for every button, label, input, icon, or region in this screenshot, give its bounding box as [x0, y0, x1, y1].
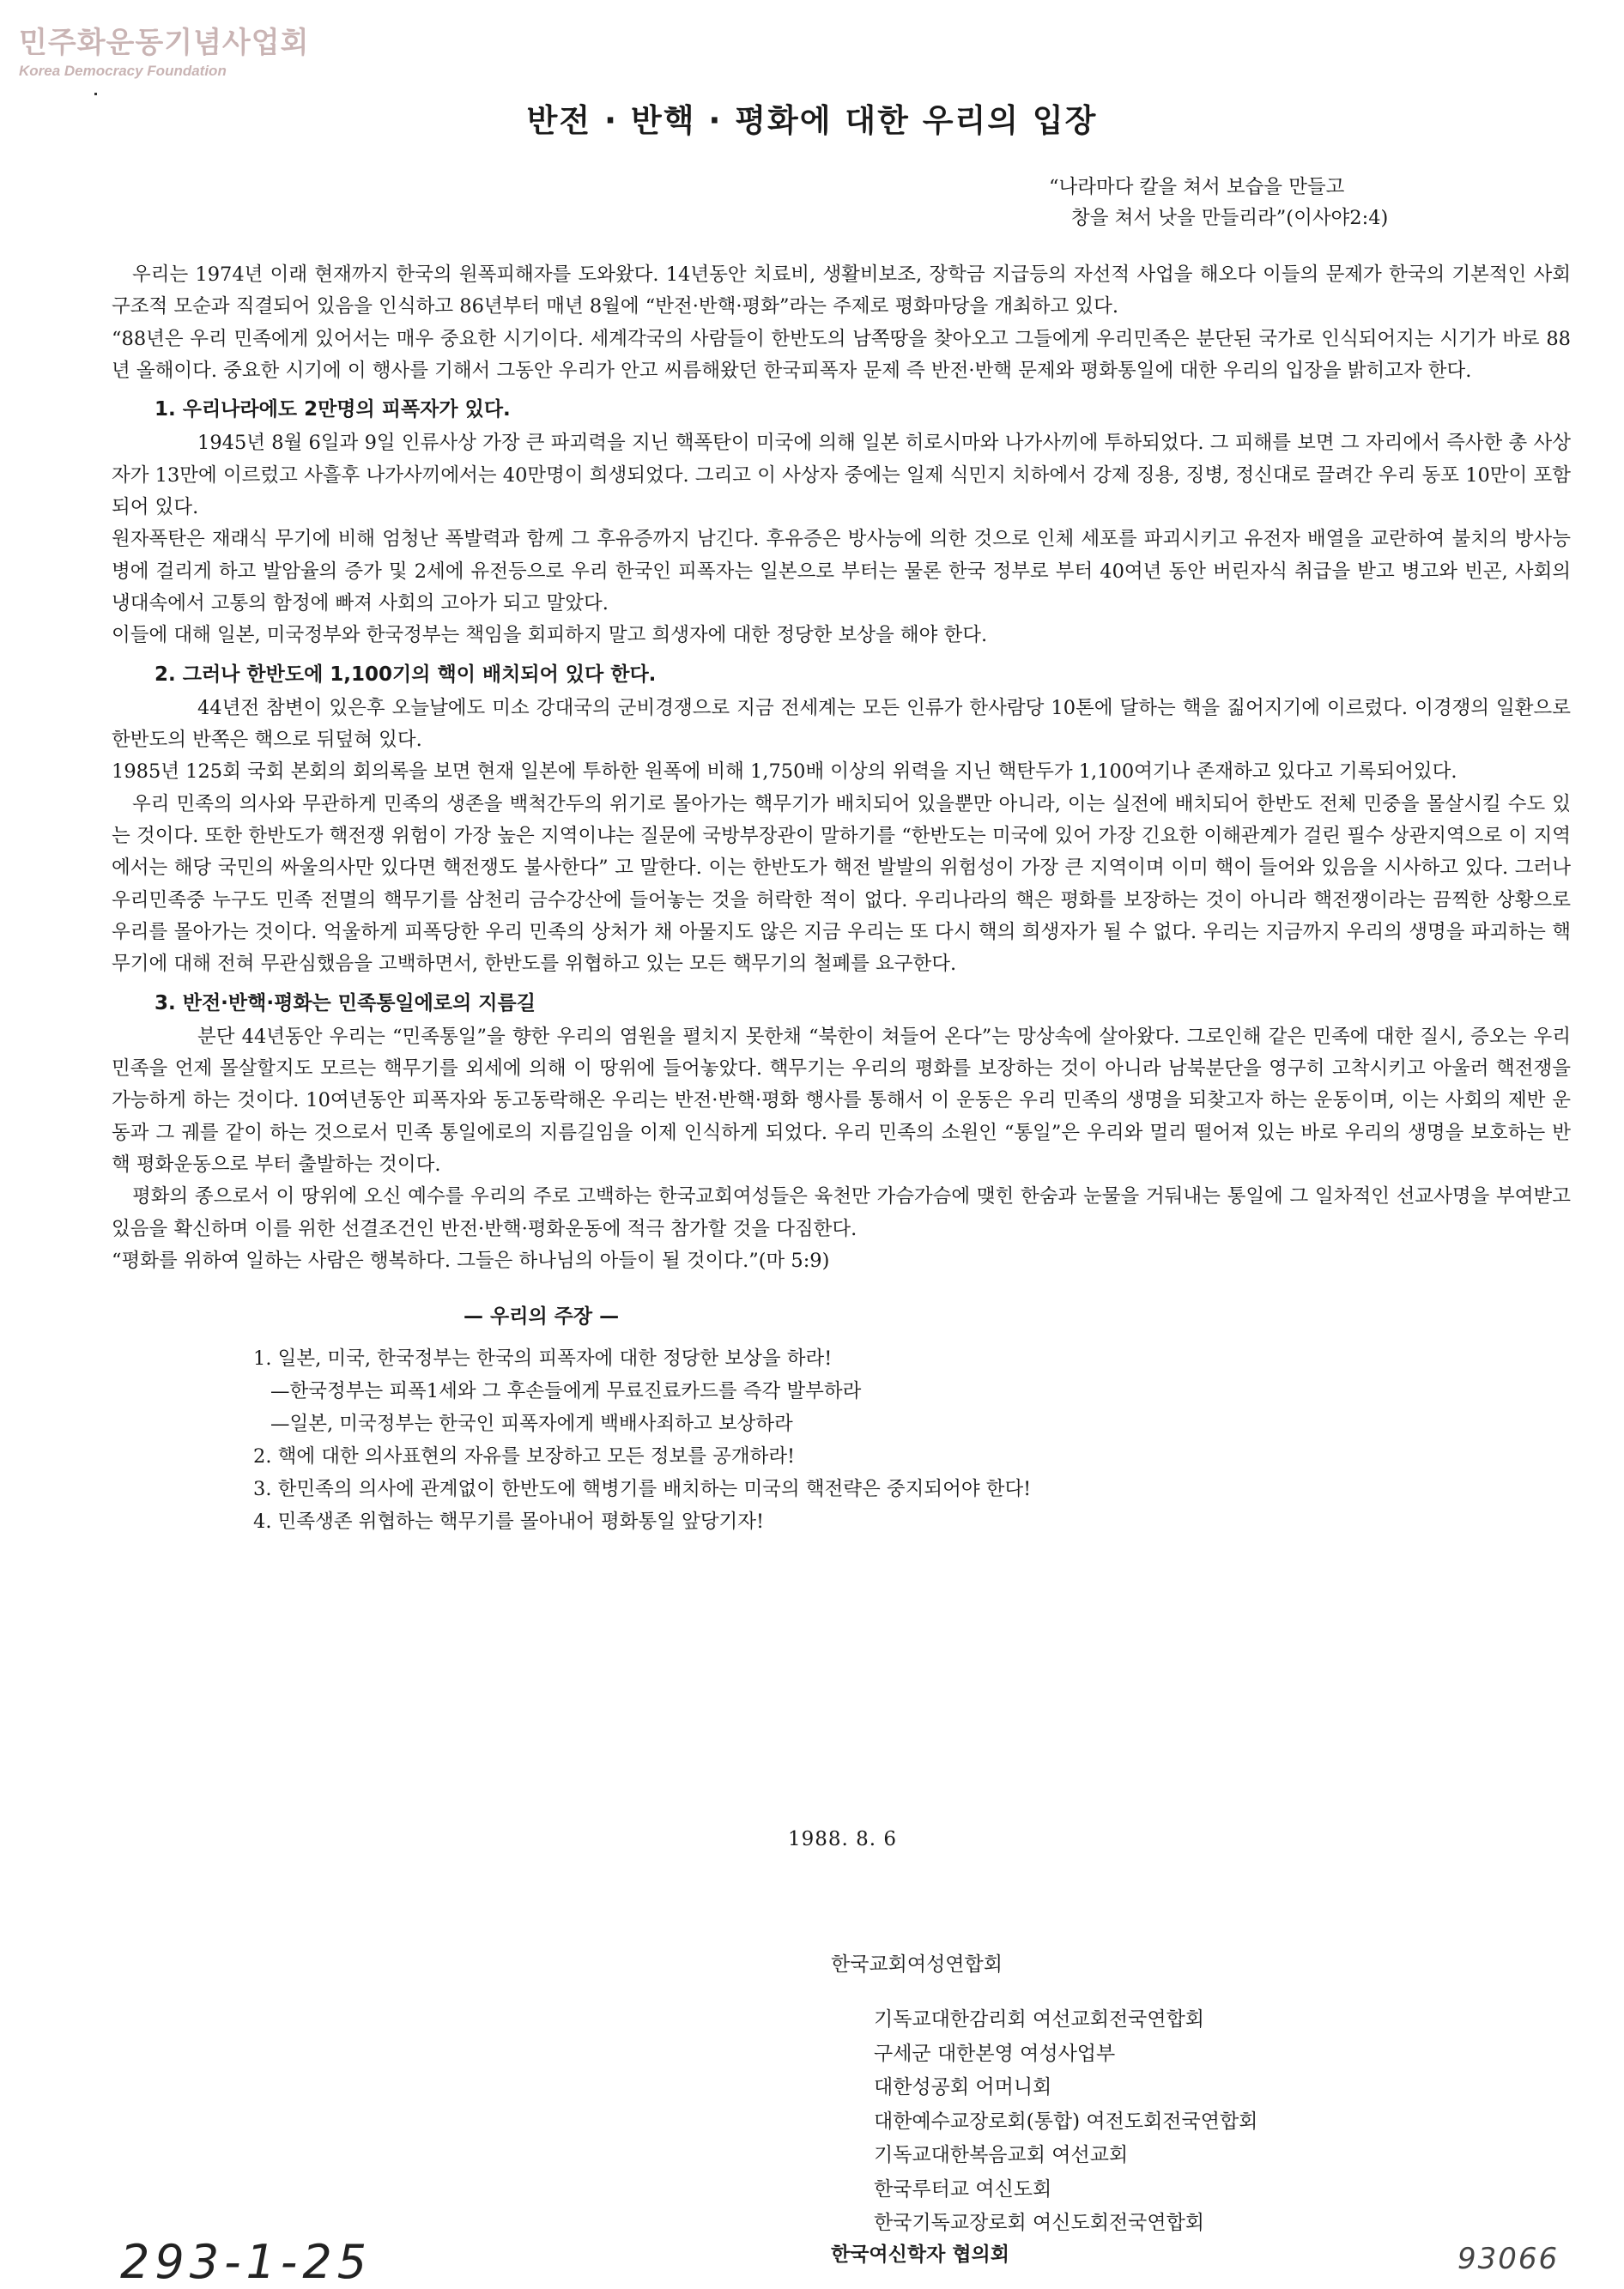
section-3-paragraph-1: 분단 44년동안 우리는 “민족통일”을 향한 우리의 염원을 펼치지 못한채 “북한이 쳐들어 온다”는 망상속에 살아왔다. 그로인해 같은 민족에 대한 질시, 증오는 우리 민족을 언제 몰살할지도 모르는 핵무기를 외세에 의해 이 땅위에 들어놓았다. 핵무기는 우리의 평화를 보장하는 것이 아니라 남북분단을 영구히 고착시키고 아울러 핵전쟁을 가능하게 하는 것이다. 10여년동안 피폭자와 동고동락해온 우리는 반전·반핵·평화 행사를 통해서 이 운동은 우리 민족의 생명을 되찾고자 하는 운동이며, 이는 사회의 제반 운동과 그 궤를 같이 하는 것으로서 민족 통일에로의 지름길임을 이제 인식하게 되었다. 우리 민족의 소원인 “통일”은 우리와 멀리 떨어져 있는 바로 우리의 생명을 보호하는 반핵 평화운동으로 부터 출발하는 것이다.: [112, 1025, 1571, 1177]
claim-item: 2. 핵에 대한 의사표현의 자유를 보장하고 모든 정보를 공개하라!: [253, 1444, 796, 1468]
section-1-heading: 1. 우리나라에도 2만명의 피폭자가 있다.: [155, 398, 511, 421]
epigraph-line-2: 창을 쳐서 낫을 만들리라”(이사야2:4): [1071, 207, 1389, 229]
member-organization: 대한성공회 어머니회: [874, 2076, 1052, 2098]
intro-paragraph-2: “88년은 우리 민족에게 있어서는 매우 중요한 시기이다. 세계각국의 사람들이 한반도의 남쪽땅을 찾아오고 그들에게 우리민족은 분단된 국가로 인식되어지는 시기가 바로 88년 올해이다. 중요한 시기에 이 행사를 기해서 그동안 우리가 안고 씨름해왔던 한국피폭자 문제 즉 반전·반핵 문제와 평화통일에 대한 우리의 입장을 밝히고자 한다.: [112, 327, 1571, 382]
section-1-paragraph-1: 1945년 8월 6일과 9일 인류사상 가장 큰 파괴력을 지닌 핵폭탄이 미국에 의해 일본 히로시마와 나가사끼에 투하되었다. 그 피해를 보면 그 자리에서 즉사한 총 사상자가 13만에 이르렀고 사흘후 나가사끼에서는 40만명이 희생되었다. 그리고 이 사상자 중에는 일제 식민지 치하에서 강제 징용, 징병, 정신대로 끌려간 우리 동포 10만이 포함되어 있다.: [112, 432, 1571, 519]
claims-title: — 우리의 주장 —: [464, 1305, 620, 1329]
section-3-paragraph-2: 평화의 종으로서 이 땅위에 오신 예수를 우리의 주로 고백하는 한국교회여성들은 육천만 가슴가슴에 맺힌 한숨과 눈물을 거둬내는 통일에 그 일차적인 선교사명을 부여받고 있음을 확신하며 이를 위한 선결조건인 반전·반핵·평화운동에 적극 참가할 것을 다짐한다.: [112, 1185, 1571, 1240]
member-organization: 기독교대한복음교회 여선교회: [874, 2144, 1129, 2166]
section-2-heading: 2. 그러나 한반도에 1,100기의 핵이 배치되어 있다 한다.: [155, 663, 657, 686]
epigraph-line-1: “나라마다 칼을 쳐서 보습을 만들고: [1049, 176, 1345, 198]
watermark-logo: [19, 19, 309, 80]
handwritten-reference-number: 93066: [1457, 2242, 1560, 2276]
member-organization: 구세군 대한본영 여성사업부: [874, 2042, 1116, 2065]
section-1-paragraph-3: 이들에 대해 일본, 미국정부와 한국정부는 책임을 회피하지 말고 희생자에 대한 정당한 보상을 해야 한다.: [112, 624, 988, 647]
epigraph: [1049, 172, 1388, 233]
document-body: [112, 259, 1571, 1538]
claims-list: [112, 1342, 1571, 1538]
member-organization: 기독교대한감리회 여선교회전국연합회: [874, 2008, 1205, 2031]
document-date: 1988. 8. 6: [788, 1828, 898, 1850]
co-issuing-organization: 한국여신학자 협의회: [831, 2243, 1009, 2266]
member-organization: 한국기독교장로회 여신도회전국연합회: [874, 2212, 1205, 2234]
claim-item: 1. 일본, 미국, 한국정부는 한국의 피폭자에 대한 정당한 보상을 하라!: [253, 1347, 833, 1370]
handwritten-archive-number: 293-1-25: [120, 2235, 373, 2289]
section-2-paragraph-3: 우리 민족의 의사와 무관하게 민족의 생존을 백척간두의 위기로 몰아가는 핵무기가 배치되어 있을뿐만 아니라, 이는 실전에 배치되어 한반도 전체 민중을 몰살시킬 수도 있는 것이다. 또한 한반도가 핵전쟁 위험이 가장 높은 지역이냐는 질문에 국방부장관이 말하기를 “한반도는 미국에 있어 가장 긴요한 이해관계가 걸린 필수 상관지역으로 이 지역에서는 해당 국민의 싸울의사만 있다면 핵전쟁도 불사한다” 고 말한다. 이는 한반도가 핵전 발발의 위험성이 가장 큰 지역이며 이미 핵이 들어와 있음을 시사하고 있다. 그러나 우리민족중 누구도 민족 전멸의 핵무기를 삼천리 금수강산에 들어놓는 것을 허락한 적이 없다. 우리나라의 핵은 평화를 보장하는 것이 아니라 핵전쟁이라는 끔찍한 상황으로 우리를 몰아가는 것이다. 억울하게 피폭당한 우리 민족의 상처가 채 아물지도 않은 지금 우리는 또 다시 핵의 희생자가 될 수 없다. 우리는 지금까지 우리의 생명을 파괴하는 핵무기에 대해 전혀 무관심했음을 고백하면서, 한반도를 위협하고 있는 모든 핵무기의 철폐를 요구한다.: [112, 792, 1571, 976]
claim-sub-item: —일본, 미국정부는 한국인 피폭자에게 백배사죄하고 보상하라: [270, 1412, 793, 1435]
section-2-paragraph-1: 44년전 참변이 있은후 오늘날에도 미소 강대국의 군비경쟁으로 지금 전세계는 모든 인류가 한사람당 10톤에 달하는 핵을 짊어지기에 이르렀다. 이경쟁의 일환으로 한반도의 반쪽은 핵으로 뒤덮혀 있다.: [112, 696, 1571, 752]
member-organizations: [874, 2003, 1257, 2241]
member-organization: 한국루터교 여신도회: [874, 2177, 1052, 2201]
section-2-paragraph-2: 1985년 125회 국회 본회의 회의록을 보면 현재 일본에 투하한 원폭에 비해 1,750배 이상의 위력을 지닌 핵탄두가 1,100여기나 존재하고 있다고 기록되어있다.: [112, 760, 1457, 784]
document-title: 반전 · 반핵 · 평화에 대한 우리의 입장: [526, 102, 1098, 139]
bible-quote: “평화를 위하여 일하는 사람은 행복하다. 그들은 하나님의 아들이 될 것이다.”(마 5:9): [112, 1249, 830, 1272]
issuing-organization: 한국교회여성연합회: [831, 1953, 1003, 1976]
watermark-korean: 민주화운동기념사업회: [19, 26, 310, 60]
member-organization: 대한예수교장로회(통합) 여전도회전국연합회: [874, 2110, 1258, 2133]
watermark-english: Korea Democracy Foundation: [19, 63, 227, 79]
section-1-paragraph-2: 원자폭탄은 재래식 무기에 비해 엄청난 폭발력과 함께 그 후유증까지 남긴다. 후유증은 방사능에 의한 것으로 인체 세포를 파괴시키고 유전자 배열을 교란하여 불치의 방사능병에 걸리게 하고 발암율의 증가 및 2세에 유전등으로 우리 한국인 피폭자는 일본으로 부터는 물론 한국 정부로 부터 40여년 동안 버린자식 취급을 받고 병고와 빈곤, 사회의 냉대속에서 고통의 함정에 빠져 사회의 고아가 되고 말았다.: [112, 528, 1571, 615]
claim-item: 3. 한민족의 의사에 관계없이 한반도에 핵병기를 배치하는 미국의 핵전략은 중지되어야 한다!: [253, 1477, 1032, 1500]
section-3-heading: 3. 반전·반핵·평화는 민족통일에로의 지름길: [155, 991, 536, 1014]
claim-sub-item: —한국정부는 피폭1세와 그 후손들에게 무료진료카드를 즉각 발부하라: [270, 1379, 862, 1402]
intro-paragraph-1: 우리는 1974년 이래 현재까지 한국의 원폭피해자를 도와왔다. 14년동안 치료비, 생활비보조, 장학금 지급등의 자선적 사업을 해오다 이들의 문제가 한국의 기본적인 사회구조적 모순과 직결되어 있음을 인식하고 86년부터 매년 8월에 “반전·반핵·평화”라는 주제로 평화마당을 개최하고 있다.: [112, 263, 1571, 318]
claim-item: 4. 민족생존 위협하는 핵무기를 몰아내어 평화통일 앞당기자!: [253, 1510, 765, 1533]
